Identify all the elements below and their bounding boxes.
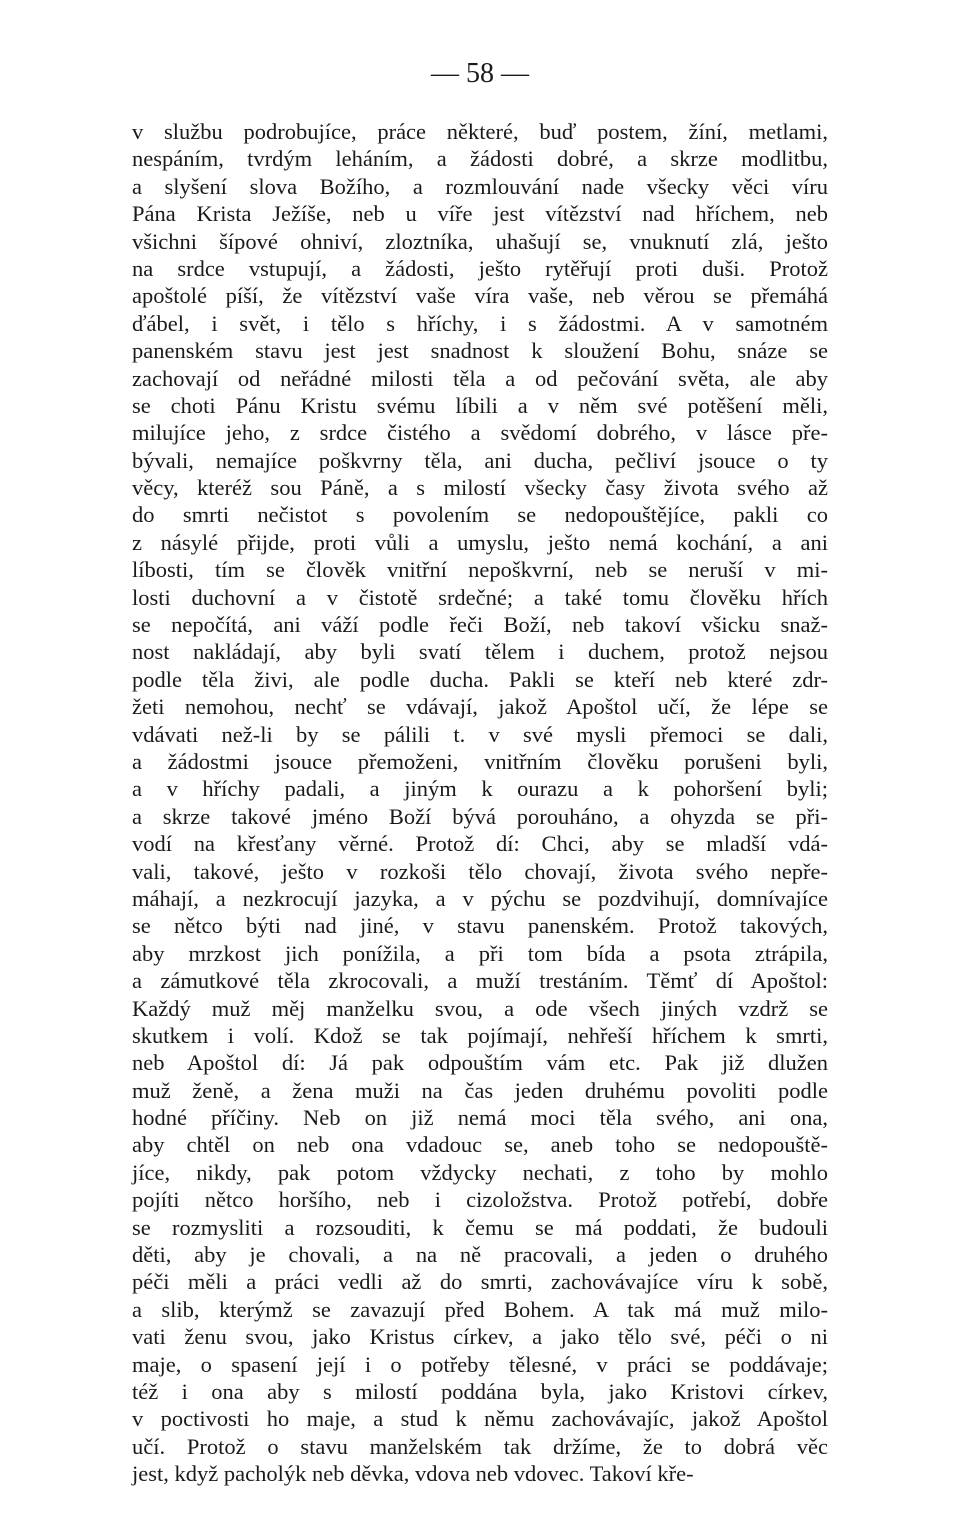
text-line: nespáním, tvrdým leháním, a žádosti dobré, a skrze modlitbu,: [132, 146, 828, 172]
text-line: aby chtěl on neb ona vdadouc se, aneb toho se nedopouště-: [132, 1132, 828, 1158]
text-line: líbosti, tím se člověk vnitřní nepoškvrní, neb se neruší v mi-: [132, 557, 828, 583]
text-line: se rozmysliti a rozsouditi, k čemu se má poddati, že budouli: [132, 1214, 828, 1240]
text-line: žeti nemohou, nechť se vdávají, jakož Apoštol učí, že lépe se: [132, 694, 828, 720]
text-line: děti, aby je chovali, a na ně pracovali, a jeden o druhého: [132, 1242, 828, 1268]
text-line: jíce, nikdy, pak potom vždycky nechati, z toho by mohlo: [132, 1159, 828, 1185]
text-line: ďábel, i svět, i tělo s hříchy, i s žádostmi. A v samotném: [132, 310, 828, 336]
text-line: na srdce vstupují, a žádosti, ješto rytěřují proti duši. Protož: [132, 255, 828, 281]
text-line: pojíti nětco horšího, neb i cizoložstva. Protož potřebí, dobře: [132, 1187, 828, 1213]
text-line: máhají, a nezkrocují jazyka, a v pýchu se pozdvihují, domnívajíce: [132, 885, 828, 911]
text-line: Pána Krista Ježíše, neb u víře jest vítězství nad hříchem, neb: [132, 201, 828, 227]
body-text: [132, 118, 828, 1488]
text-line: podle těla živi, ale podle ducha. Pakli se kteří neb které zdr-: [132, 666, 828, 692]
text-line: a zámutkové těla zkrocovali, a muží trestáním. Těmť dí Apoštol:: [132, 968, 828, 994]
text-line: bývali, nemajíce poškvrny těla, ani ducha, pečliví jsouce o ty: [132, 447, 828, 473]
text-line: losti duchovní a v čistotě srdečné; a také tomu člověku hřích: [132, 584, 828, 610]
text-line: aby mrzkost jich ponížila, a při tom bída a psota ztrápila,: [132, 940, 828, 966]
text-line: panenském stavu jest jest snadnost k sloužení Bohu, snáze se: [132, 338, 828, 364]
text-line: vati ženu svou, jako Kristus církev, a jako tělo své, péči o ni: [132, 1324, 828, 1350]
text-line: a slib, kterýmž se zavazují před Bohem. A tak má muž milo-: [132, 1296, 828, 1322]
text-line: učí. Protož o stavu manželském tak držíme, že to dobrá věc: [132, 1433, 828, 1459]
text-line: v službu podrobujíce, práce některé, buď postem, žíní, metlami,: [132, 119, 828, 144]
text-line: se nětco býti nad jiné, v stavu panenském. Protož takových,: [132, 913, 828, 939]
text-line: milujíce jeho, z srdce čistého a svědomí dobrého, v lásce pře-: [132, 420, 828, 446]
text-line: maje, o spasení její i o potřeby tělesné, v práci se poddávaje;: [132, 1351, 828, 1377]
text-line: všichni šípové ohniví, zloztníka, uhašují se, vnuknutí zlá, ješto: [132, 228, 828, 254]
text-line: péči měli a práci vedli až do smrti, zachovávajíce víru k sobě,: [132, 1269, 828, 1295]
text-line: věcy, kteréž sou Páně, a s milostí všecky časy života svého až: [132, 475, 828, 501]
text-line: v poctivosti ho maje, a stud k němu zachovávajíc, jakož Apoštol: [132, 1406, 828, 1432]
text-line: Každý muž měj manželku svou, a ode všech jiných vzdrž se: [132, 995, 828, 1021]
text-line: hodné příčiny. Neb on již nemá moci těla svého, ani ona,: [132, 1105, 828, 1131]
text-line: do smrti nečistot s povolením se nedopouštějíce, pakli co: [132, 502, 828, 528]
text-line: a skrze takové jméno Boží bývá porouháno, a ohyzda se při-: [132, 803, 828, 829]
text-line: vali, takové, ješto v rozkoši tělo chovají, života svého nepře-: [132, 858, 828, 884]
page-number: — 58 —: [431, 58, 529, 89]
text-line: apoštolé píší, že vítězství vaše víra vaše, neb věrou se přemáhá: [132, 283, 828, 309]
text-line: vodí na křesťany věrné. Protož dí: Chci, aby se mladší vdá-: [132, 831, 828, 857]
text-line: zachovají od neřádné milosti těla a od pečování světa, ale aby: [132, 365, 828, 391]
text-line: muž ženě, a žena muži na čas jeden druhému povoliti podle: [132, 1077, 828, 1103]
text-line: vdávati než-li by se pálili t. v své mysli přemoci se dali,: [132, 721, 828, 747]
text-line: z násylé přijde, proti vůli a umyslu, ješto nemá kochání, a ani: [132, 529, 828, 555]
text-line: se choti Pánu Kristu svému líbili a v něm své potěšení měli,: [132, 392, 828, 418]
text-line: a žádostmi jsouce přemoženi, vnitřním člověku porušeni byli,: [132, 748, 828, 774]
text-line: nost nakládají, aby byli svatí tělem i duchem, protož nejsou: [132, 639, 828, 665]
text-line: se nepočítá, ani váží podle řeči Boží, neb takoví všicku snaž-: [132, 612, 828, 638]
text-line: a v hříchy padali, a jiným k ourazu a k pohoršení byli;: [132, 776, 828, 802]
text-line: jest, když pacholýk neb děvka, vdova neb vdovec. Takoví kře-: [132, 1461, 694, 1487]
text-line: též i ona aby s milostí poddána byla, jako Kristovi církev,: [132, 1378, 828, 1404]
text-line: skutkem i volí. Kdož se tak pojímají, nehřeší hříchem k smrti,: [132, 1022, 828, 1048]
text-line: neb Apoštol dí: Já pak odpouštím vám etc. Pak již dlužen: [132, 1050, 828, 1076]
text-line: a slyšení slova Božího, a rozmlouvání nade všecky věci víru: [132, 173, 828, 199]
